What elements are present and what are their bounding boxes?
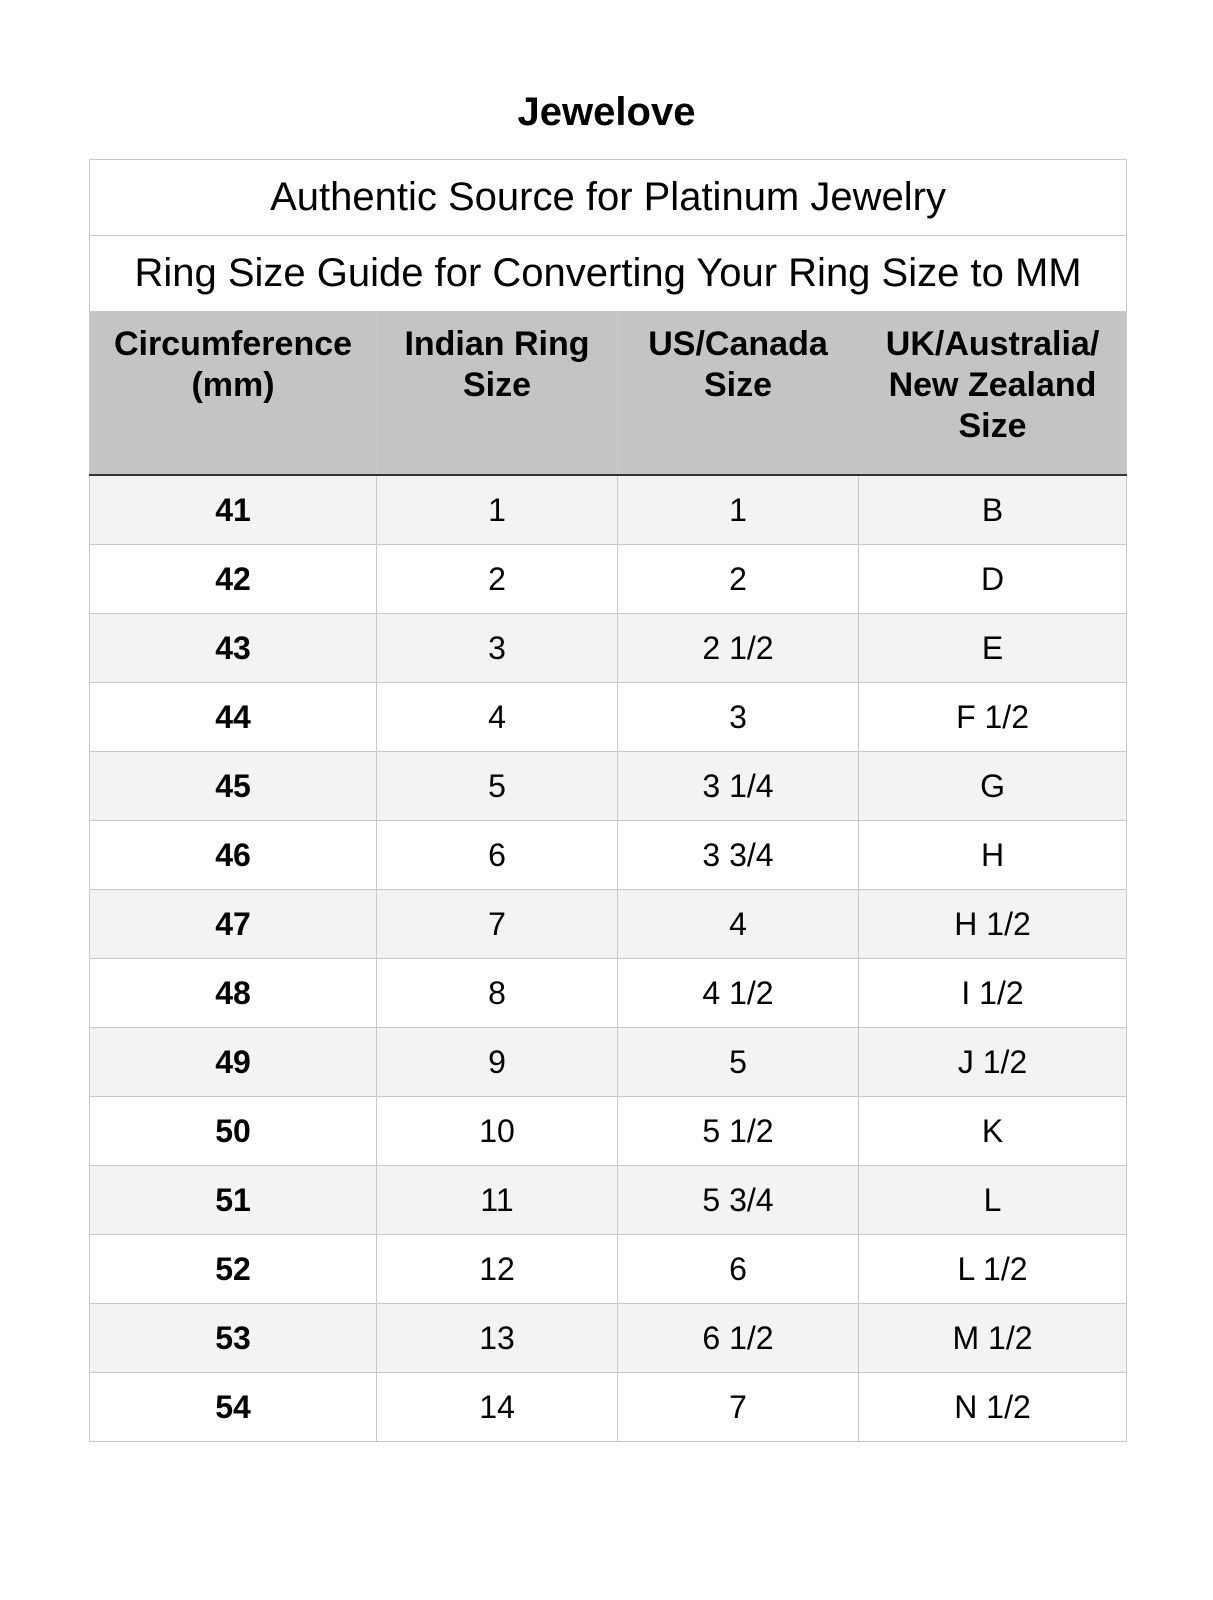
table-cell: E	[859, 614, 1127, 683]
table-cell: 6	[377, 821, 618, 890]
table-row	[90, 752, 1127, 821]
table-row	[90, 1028, 1127, 1097]
table-cell: 52	[90, 1235, 377, 1304]
table-cell: 3 1/4	[618, 752, 859, 821]
table-row	[90, 1373, 1127, 1442]
header-uk-australia-nz-size-label: UK/Australia/ New Zealand Size	[885, 325, 1100, 445]
table-cell: 1	[377, 475, 618, 545]
table-cell: 9	[377, 1028, 618, 1097]
table-cell: 51	[90, 1166, 377, 1235]
table-cell: 5 1/2	[618, 1097, 859, 1166]
table-row	[90, 614, 1127, 683]
table-row	[90, 1166, 1127, 1235]
table-cell: 3	[377, 614, 618, 683]
table-cell: 54	[90, 1373, 377, 1442]
table-cell: 12	[377, 1235, 618, 1304]
table-cell: H	[859, 821, 1127, 890]
table-cell: 2 1/2	[618, 614, 859, 683]
table-cell: 2	[618, 545, 859, 614]
header-us-canada-size	[618, 312, 859, 476]
table-cell: 4	[377, 683, 618, 752]
header-circumference-label: Circumference (mm)	[113, 325, 353, 404]
table-row	[90, 683, 1127, 752]
table-cell: 3 3/4	[618, 821, 859, 890]
table-cell: 5 3/4	[618, 1166, 859, 1235]
table-cell: J 1/2	[859, 1028, 1127, 1097]
table-cell: K	[859, 1097, 1127, 1166]
table-cell: N 1/2	[859, 1373, 1127, 1442]
table-cell: 6 1/2	[618, 1304, 859, 1373]
table-cell: 1	[618, 475, 859, 545]
table-cell: 46	[90, 821, 377, 890]
table-cell: 49	[90, 1028, 377, 1097]
table-header-row	[90, 312, 1127, 476]
table-cell: 50	[90, 1097, 377, 1166]
table-cell: 42	[90, 545, 377, 614]
table-cell: 6	[618, 1235, 859, 1304]
table-cell: 7	[377, 890, 618, 959]
table-cell: 3	[618, 683, 859, 752]
table-cell: 5	[377, 752, 618, 821]
table-cell: G	[859, 752, 1127, 821]
table-cell: L 1/2	[859, 1235, 1127, 1304]
subtitle-row	[90, 160, 1127, 236]
table-row	[90, 890, 1127, 959]
ring-size-table	[89, 159, 1127, 1442]
table-cell: 13	[377, 1304, 618, 1373]
table-cell: D	[859, 545, 1127, 614]
table-cell: 11	[377, 1166, 618, 1235]
table-cell: 41	[90, 475, 377, 545]
table-cell: F 1/2	[859, 683, 1127, 752]
page-title: Jewelove	[517, 90, 696, 134]
table-row	[90, 959, 1127, 1028]
table-cell: 7	[618, 1373, 859, 1442]
table-cell: 5	[618, 1028, 859, 1097]
header-us-canada-size-label: US/Canada Size	[648, 325, 828, 404]
table-cell: 4 1/2	[618, 959, 859, 1028]
guide-title: Ring Size Guide for Converting Your Ring Size to MM	[90, 236, 1127, 312]
table-cell: H 1/2	[859, 890, 1127, 959]
table-cell: 47	[90, 890, 377, 959]
table-row	[90, 821, 1127, 890]
table-cell: 10	[377, 1097, 618, 1166]
table-row	[90, 1304, 1127, 1373]
header-indian-size-label: Indian Ring Size	[404, 325, 590, 404]
table-cell: 14	[377, 1373, 618, 1442]
table-cell: I 1/2	[859, 959, 1127, 1028]
subtitle: Authentic Source for Platinum Jewelry	[90, 160, 1127, 236]
table-cell: 2	[377, 545, 618, 614]
table-cell: M 1/2	[859, 1304, 1127, 1373]
table-row	[90, 475, 1127, 545]
table-cell: B	[859, 475, 1127, 545]
header-circumference	[90, 312, 377, 476]
header-indian-size	[377, 312, 618, 476]
table-cell: 48	[90, 959, 377, 1028]
table-cell: 45	[90, 752, 377, 821]
table-cell: 43	[90, 614, 377, 683]
guide-title-row	[90, 236, 1127, 312]
table-row	[90, 545, 1127, 614]
table-row	[90, 1235, 1127, 1304]
table-cell: L	[859, 1166, 1127, 1235]
table-cell: 4	[618, 890, 859, 959]
table-cell: 44	[90, 683, 377, 752]
table-row	[90, 1097, 1127, 1166]
table-cell: 53	[90, 1304, 377, 1373]
header-uk-australia-nz-size	[859, 312, 1127, 476]
table-cell: 8	[377, 959, 618, 1028]
